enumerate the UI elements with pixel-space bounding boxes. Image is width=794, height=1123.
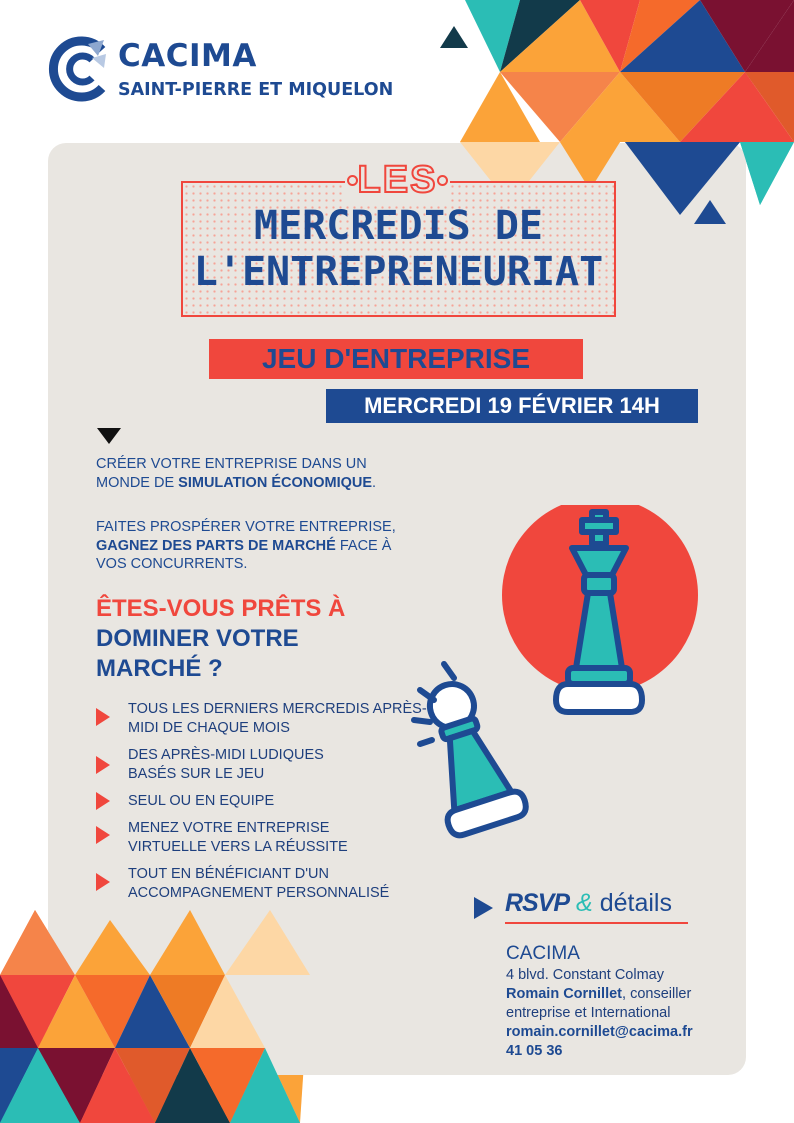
rsvp-underline [505, 922, 688, 924]
bullet-arrow-icon [96, 708, 110, 726]
rsvp-heading [505, 886, 672, 920]
intro-p1-end: . [372, 474, 377, 491]
bullet-item: TOUT EN BÉNÉFICIANT D'UN ACCOMPAGNEMENT PERSONNALISÉ [128, 866, 390, 901]
intro-p1-text: CRÉER VOTRE ENTREPRISE DANS UN MONDE DE [96, 456, 367, 491]
intro-paragraph-1 [96, 455, 396, 492]
rsvp-arrow-icon [474, 897, 493, 919]
rsvp-ampersand: & [576, 889, 593, 917]
question-line-2: DOMINER VOTRE MARCHÉ ? [96, 625, 299, 682]
contact-address: 4 blvd. Constant Colmay [506, 967, 664, 983]
bullet-item: SEUL OU EN EQUIPE [128, 793, 275, 809]
bullet-item: TOUS LES DERNIERS MERCREDIS APRÈS-MIDI DE CHAQUE MOIS [128, 701, 427, 736]
intro-p2-end: FACE À VOS CONCURRENTS. [96, 537, 392, 572]
bullet-item: MENEZ VOTRE ENTREPRISE VIRTUELLE VERS LA RÉUSSITE [128, 820, 348, 855]
contact-role: entreprise et International [506, 1005, 671, 1021]
logo-subtitle: SAINT-PIERRE ET MIQUELON [118, 80, 394, 100]
intro-paragraph-2 [96, 518, 416, 574]
decorative-triangles-overlay [0, 900, 340, 1123]
contact-role-a: , conseiller [622, 986, 692, 1002]
title-les-text: LES [357, 159, 438, 201]
bullet-arrow-icon [96, 792, 110, 810]
bullet-arrow-icon [96, 873, 110, 891]
contact-person-line [506, 985, 691, 1004]
event-name: JEU D'ENTREPRISE [261, 343, 531, 374]
chess-illustration [400, 505, 720, 845]
cacima-logo-icon [48, 36, 112, 102]
bullet-arrow-icon [96, 756, 110, 774]
bullet-arrow-icon [96, 826, 110, 844]
question-line-1: ÊTES-VOUS PRÊTS À [96, 595, 346, 622]
intro-p1-bold: SIMULATION ÉCONOMIQUE [178, 474, 373, 491]
rsvp-label: RSVP [505, 889, 570, 917]
title-line-2: L'ENTREPRENEURIAT [193, 249, 604, 295]
contact-phone[interactable]: 41 05 36 [506, 1043, 563, 1059]
contact-person[interactable]: Romain Cornillet [506, 986, 623, 1002]
down-triangle-icon [97, 428, 121, 444]
intro-p2-text: FAITES PROSPÉRER VOTRE ENTREPRISE, [96, 519, 396, 535]
bullet-item: DES APRÈS-MIDI LUDIQUES BASÉS SUR LE JEU [128, 747, 324, 782]
rsvp-details: détails [599, 889, 672, 917]
contact-organization: CACIMA [506, 943, 580, 964]
logo-name: CACIMA [118, 38, 257, 74]
chess-pawn-icon [407, 673, 529, 838]
title-les [345, 158, 450, 202]
page-title [181, 203, 616, 295]
event-date: MERCREDI 19 FÉVRIER 14H [364, 393, 660, 418]
title-line-1: MERCREDIS DE [254, 203, 543, 249]
contact-email[interactable]: romain.cornillet@cacima.fr [506, 1024, 693, 1040]
intro-p2-bold: GAGNEZ DES PARTS DE MARCHÉ [96, 537, 336, 554]
